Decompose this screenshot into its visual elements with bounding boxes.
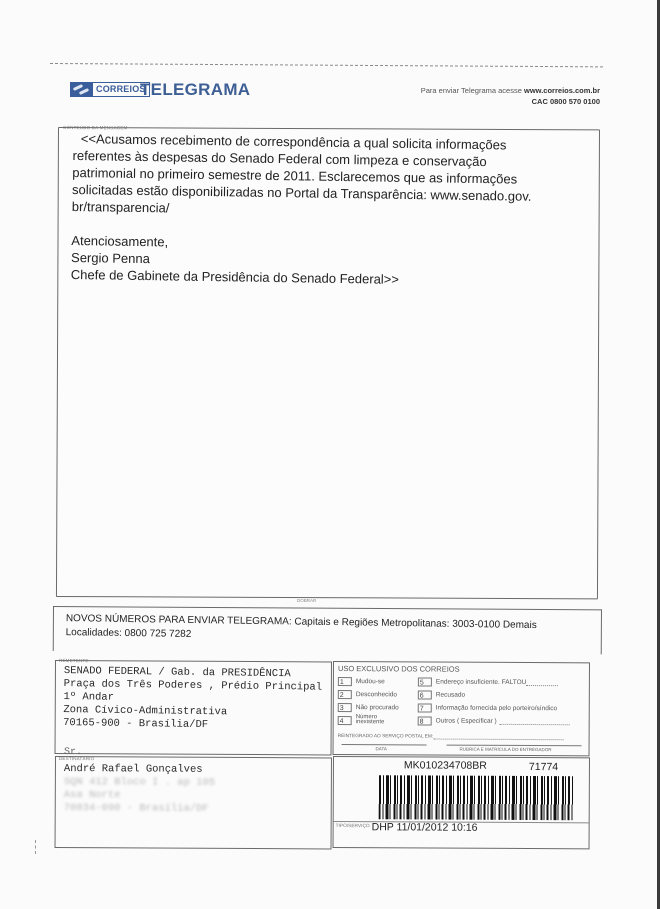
date-label: DATA bbox=[375, 746, 387, 752]
option-checkbox[interactable]: 2 bbox=[338, 690, 352, 699]
closing: Atenciosamente, bbox=[71, 232, 169, 250]
message-line: <<Acusamos recebimento de correspondência a qual solicita informações bbox=[80, 131, 507, 153]
correios-logo-icon bbox=[70, 82, 92, 97]
sender-line: SENADO FEDERAL / Gab. da PRESIDÊNCIA bbox=[63, 665, 291, 681]
recipient-label: DESTINATÁRIO bbox=[58, 756, 95, 762]
recipient-address bbox=[64, 759, 216, 816]
message-line: br/transparencia/ bbox=[71, 198, 170, 216]
telegram-header bbox=[70, 80, 600, 110]
sender-line: 1º Andar bbox=[63, 691, 115, 704]
recipient-line-redacted: 70834-090 - Brasília/DF bbox=[63, 802, 209, 815]
option-checkbox[interactable]: 6 bbox=[418, 690, 432, 699]
correios-logo-text: CORREIOS bbox=[92, 82, 150, 97]
notice-text bbox=[66, 612, 596, 648]
info-prefix: Para enviar Telegrama acesse bbox=[420, 86, 522, 95]
option-checkbox[interactable]: 5 bbox=[418, 677, 432, 686]
recipient-line-redacted: Asa Norte bbox=[63, 789, 121, 802]
option-checkbox[interactable]: 3 bbox=[338, 703, 352, 712]
sender-line: Zona Cívico-Administrativa bbox=[63, 704, 228, 719]
header-info bbox=[421, 85, 600, 107]
option-mudou-se: 1 Mudou-se bbox=[339, 677, 385, 686]
signer-name: Sergio Penna bbox=[70, 249, 150, 267]
option-recusado: 6 Recusado bbox=[419, 691, 466, 699]
sender-line: Praça dos Três Poderes , Prédio Principal bbox=[63, 678, 323, 694]
document-title: TELEGRAMA bbox=[140, 80, 251, 99]
message-label: CONTEÚDO DA MENSAGEM bbox=[62, 125, 128, 131]
correios-use-title: USO EXCLUSIVO DOS CORREIOS bbox=[337, 664, 460, 674]
rubrica-label: RUBRICA E MATRÍCULA DO ENTREGADOR bbox=[459, 746, 552, 753]
recipient-box bbox=[55, 747, 332, 849]
recipient-name: André Rafael Gonçalves bbox=[63, 763, 203, 776]
option-numero-inexistente: 4 Número inexistente bbox=[339, 713, 385, 726]
message-content bbox=[70, 130, 581, 290]
message-line: solicitadas estão disponibilizadas no Portal da Transparência: www.senado.gov. bbox=[71, 181, 532, 204]
sender-line: 70165-900 - Brasília/DF bbox=[63, 717, 209, 732]
option-desconhecido: 2 Desconhecido bbox=[339, 690, 398, 699]
message-line: patrimonial no primeiro semestre de 2011. Esclarecemos que as informações bbox=[72, 164, 518, 187]
date-line[interactable] bbox=[342, 744, 427, 745]
scan-mark bbox=[35, 840, 37, 854]
sender-label: REMETENTE bbox=[58, 658, 89, 664]
signer-title: Chefe de Gabinete da Presidência do Senado Federal>> bbox=[70, 266, 400, 287]
fold-label: DOBRAR bbox=[297, 598, 317, 603]
recipient-salutation: Sr. bbox=[63, 747, 83, 759]
cac-phone: CAC 0800 570 0100 bbox=[531, 97, 600, 106]
perforation-line bbox=[50, 63, 603, 67]
reintegrado-field: REINTEGRADO AO SERVIÇO POSTAL EM: bbox=[338, 732, 564, 740]
sender-address bbox=[63, 665, 322, 734]
option-checkbox[interactable]: 1 bbox=[338, 677, 352, 686]
option-checkbox[interactable]: 7 bbox=[418, 703, 432, 712]
tracking-code: MK010234708BR bbox=[403, 759, 487, 772]
sender-box bbox=[55, 660, 332, 755]
service-label: TIPO/SERVIÇO bbox=[335, 824, 370, 830]
notice-capitals: Capitais e Regiões Metropolitanas: 3003-0100 Demais bbox=[291, 616, 537, 632]
option-informacao-porteiro: 7 Informação fornecida pelo porteiro/síndico bbox=[419, 704, 558, 712]
option-endereco-insuficiente: 5 Endereço insuficiente. FALTOU bbox=[418, 676, 559, 687]
option-outros: 8 Outros ( Especificar ) bbox=[418, 715, 570, 726]
message-box bbox=[56, 127, 600, 599]
info-url: www.correios.com.br bbox=[524, 86, 600, 95]
tracking-box bbox=[333, 756, 590, 849]
date-signature-row bbox=[342, 744, 582, 753]
barcode bbox=[379, 775, 574, 820]
notice-heading: NOVOS NÚMEROS PARA ENVIAR TELEGRAMA: bbox=[65, 613, 292, 628]
correios-use-box bbox=[333, 661, 590, 756]
recipient-line-redacted: SQN 412 Bloco I . ap 105 bbox=[63, 776, 216, 789]
tracking-number: 71774 bbox=[528, 761, 559, 774]
service-value: DHP 11/01/2012 10:16 bbox=[371, 821, 478, 834]
notice-box bbox=[53, 606, 602, 654]
option-checkbox[interactable]: 4 bbox=[338, 716, 352, 725]
message-line: referentes às despesas do Senado Federal com limpeza e conservação bbox=[72, 147, 487, 170]
option-checkbox[interactable]: 8 bbox=[418, 716, 432, 725]
option-nao-procurado: 3 Não procurado bbox=[339, 703, 399, 712]
notice-other: Localidades: 0800 725 7282 bbox=[65, 627, 192, 640]
correios-logo bbox=[70, 82, 150, 97]
